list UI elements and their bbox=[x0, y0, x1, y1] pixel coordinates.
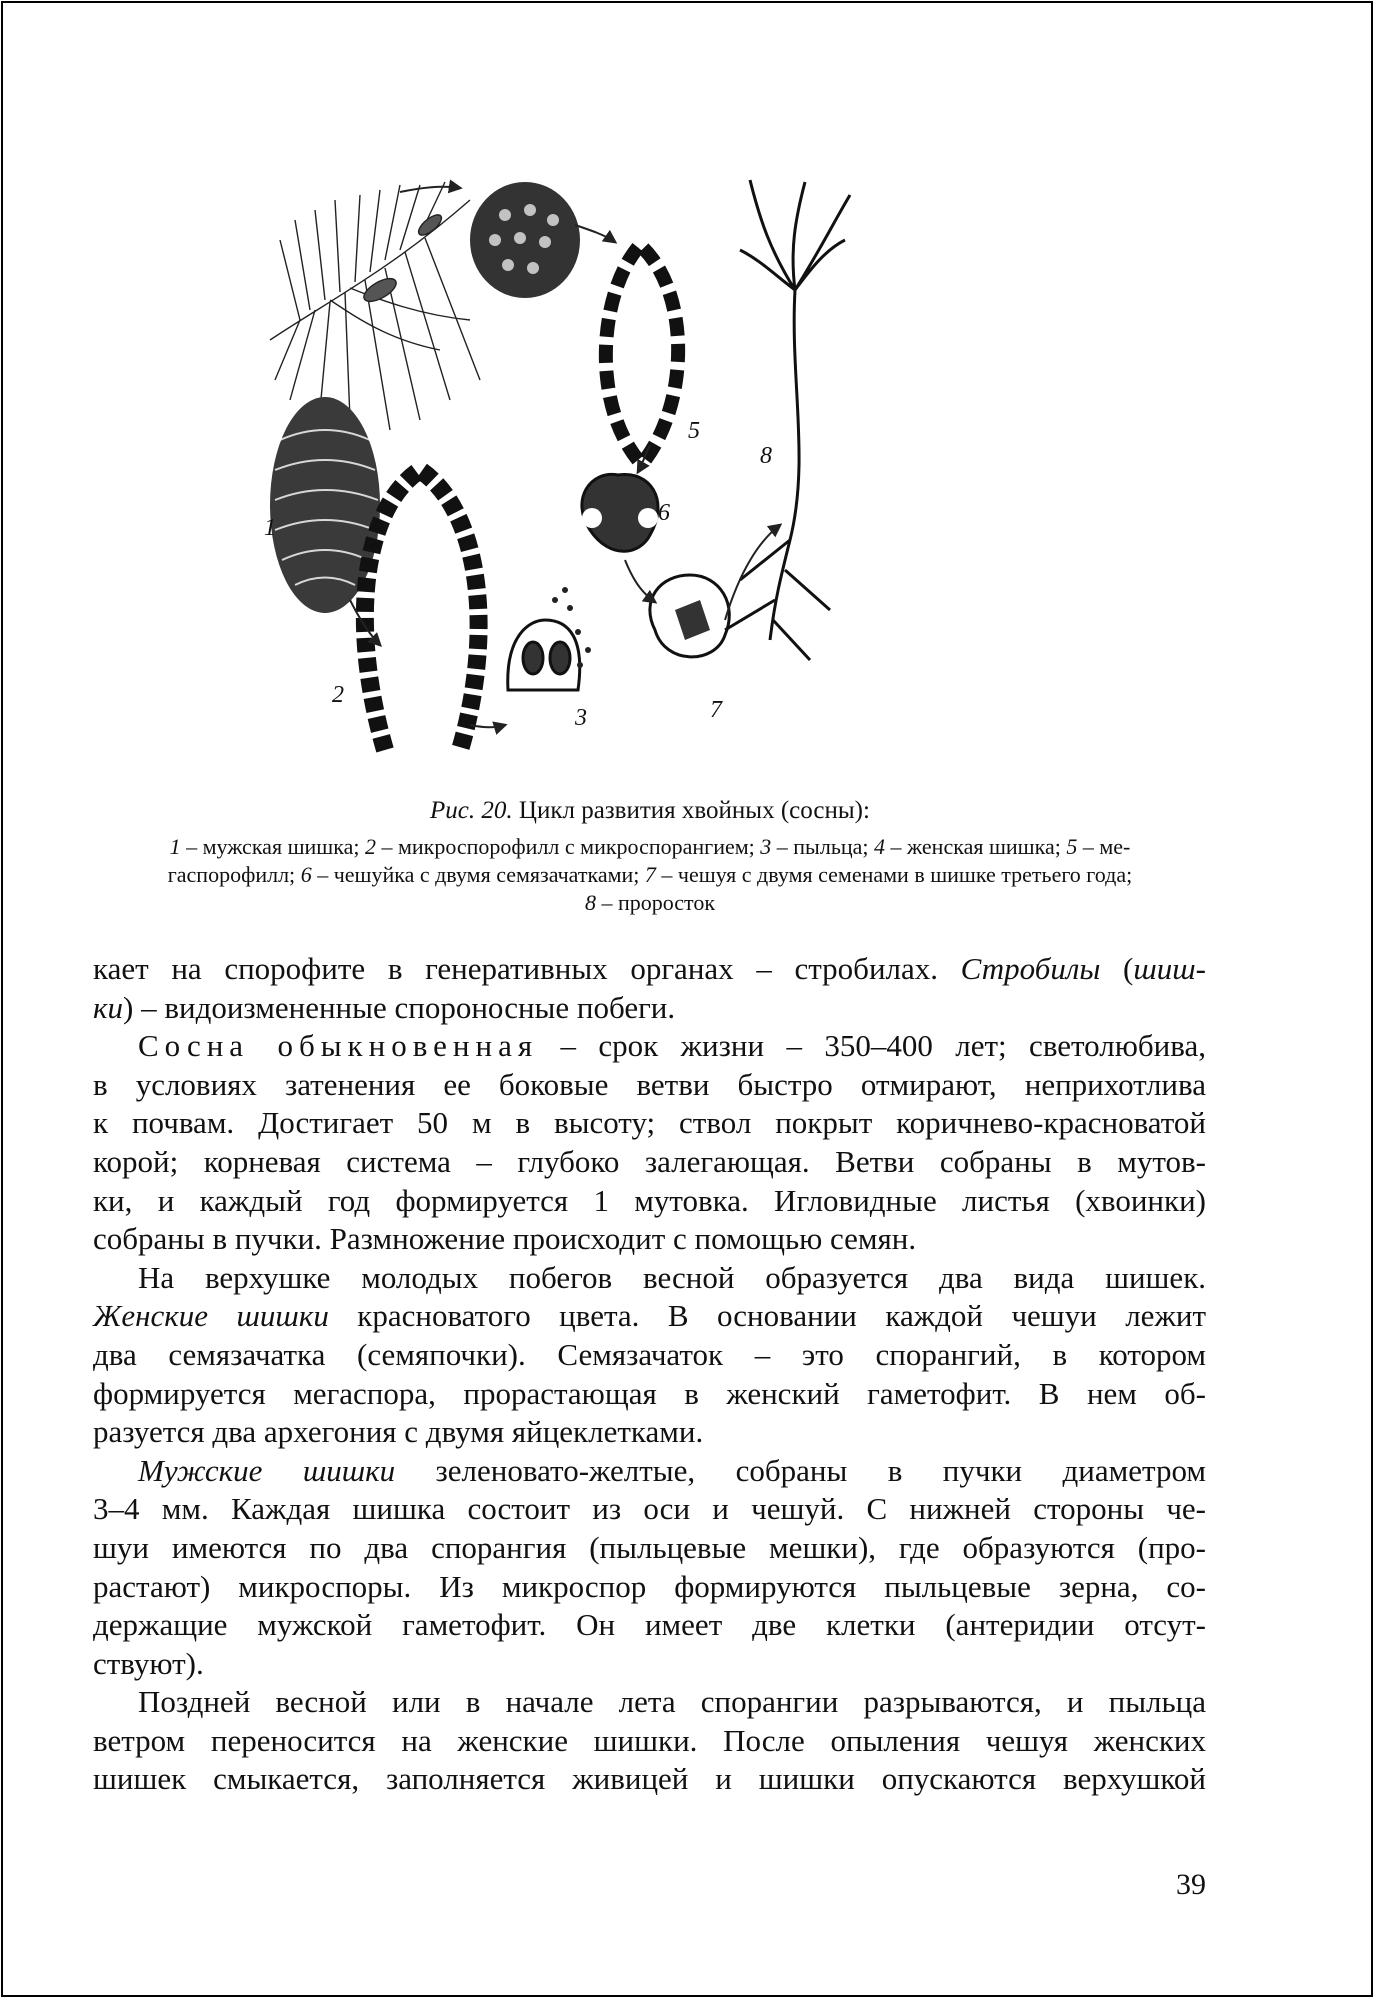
text-line: На верхушке молодых побегов весной образуется два вида шишек. bbox=[138, 1259, 1206, 1295]
text-line: растают) микроспоры. Из микроспор формируются пыльцевые зерна, со- bbox=[93, 1568, 1206, 1604]
pine-branch-drawing bbox=[270, 182, 480, 430]
seed-scale-drawing bbox=[582, 474, 658, 551]
text-line: к почвам. Достигает 50 м в высоту; ствол покрыт коричнево-красноватой bbox=[93, 1105, 1206, 1141]
text-line: Мужские шишки зеленовато-желтые, собраны в пучки диаметром bbox=[138, 1452, 1206, 1488]
page-number: 39 bbox=[1176, 1868, 1206, 1901]
fig-label-5: 5 bbox=[688, 418, 700, 444]
figure-caption-title: Рис. 20. Цикл развития хвойных (сосны): bbox=[430, 797, 870, 824]
text-line: 3–4 мм. Каждая шишка состоит из оси и чешуй. С нижней стороны че- bbox=[93, 1491, 1206, 1527]
pollen-drawing bbox=[508, 620, 580, 690]
fig-label-1: 1 bbox=[264, 515, 276, 541]
text-line: два семязачатка (семяпочки). Семязачаток – это спорангий, в котором bbox=[93, 1336, 1206, 1372]
text-line: Поздней весной или в начале лета спорангии разрываются, и пыльца bbox=[138, 1684, 1206, 1720]
text-line: собраны в пучки. Размножение происходит с помощью семян. bbox=[93, 1221, 917, 1257]
seedling-drawing bbox=[725, 180, 850, 660]
text-line: ки, и каждый год формируется 1 мутовка. Игловидные листья (хвоинки) bbox=[93, 1182, 1206, 1218]
female-cone-drawing bbox=[470, 182, 580, 298]
fig-label-3: 3 bbox=[575, 705, 587, 731]
fig-label-8: 8 bbox=[760, 443, 772, 469]
body-text bbox=[93, 950, 1206, 1799]
text-line: ки) – видоизмененные спороносные побеги. bbox=[93, 989, 676, 1025]
pine-life-cycle-figure bbox=[264, 180, 1030, 755]
text-line: ствуют). bbox=[93, 1645, 204, 1681]
text-line: держащие мужской гаметофит. Он имеет две клетки (антеридии отсут- bbox=[93, 1607, 1206, 1643]
microsporophyll-drawing bbox=[365, 470, 479, 750]
text-line: Сосна обыкновенная – срок жизни – 350–400 лет; светолюбива, bbox=[138, 1028, 1206, 1064]
scale-with-seeds-drawing bbox=[650, 575, 729, 657]
fig-label-2: 2 bbox=[332, 682, 344, 708]
text-line: в условиях затенения ее боковые ветви быстро отмирают, неприхотлива bbox=[93, 1066, 1206, 1102]
figure-caption-legend: 1 – мужская шишка; 2 – микроспорофилл с микроспорангием; 3 – пыльца; 4 – женская шишка; 5 – ме- гаспорофилл; 6 – чешуйка с двумя семязачатками; 7 – чешуя с двумя семенами в шишке третьего года; 8 – проросток bbox=[167, 834, 1133, 915]
text-line: Женские шишки красноватого цвета. В основании каждой чешуи лежит bbox=[93, 1298, 1206, 1334]
fig-label-7: 7 bbox=[710, 697, 722, 723]
text-line: шуи имеются по два спорангия (пыльцевые мешки), где образуются (про- bbox=[93, 1529, 1206, 1565]
text-line: ветром переносится на женские шишки. После опыления чешуя женских bbox=[93, 1722, 1206, 1758]
text-line: кает на спорофите в генеративных органах – стробилах. Стробилы (шиш- bbox=[93, 951, 1206, 986]
text-line: корой; корневая система – глубоко залегающая. Ветви собраны в мутов- bbox=[93, 1143, 1206, 1179]
text-line: шишек смыкается, заполняется живицей и шишки опускаются верхушкой bbox=[93, 1761, 1206, 1797]
fig-label-6: 6 bbox=[658, 500, 670, 526]
megasporophyll-drawing bbox=[606, 245, 678, 460]
text-line: разуется два архегония с двумя яйцеклетками. bbox=[93, 1414, 704, 1450]
text-line: формируется мегаспора, прорастающая в женский гаметофит. В нем об- bbox=[93, 1375, 1206, 1411]
